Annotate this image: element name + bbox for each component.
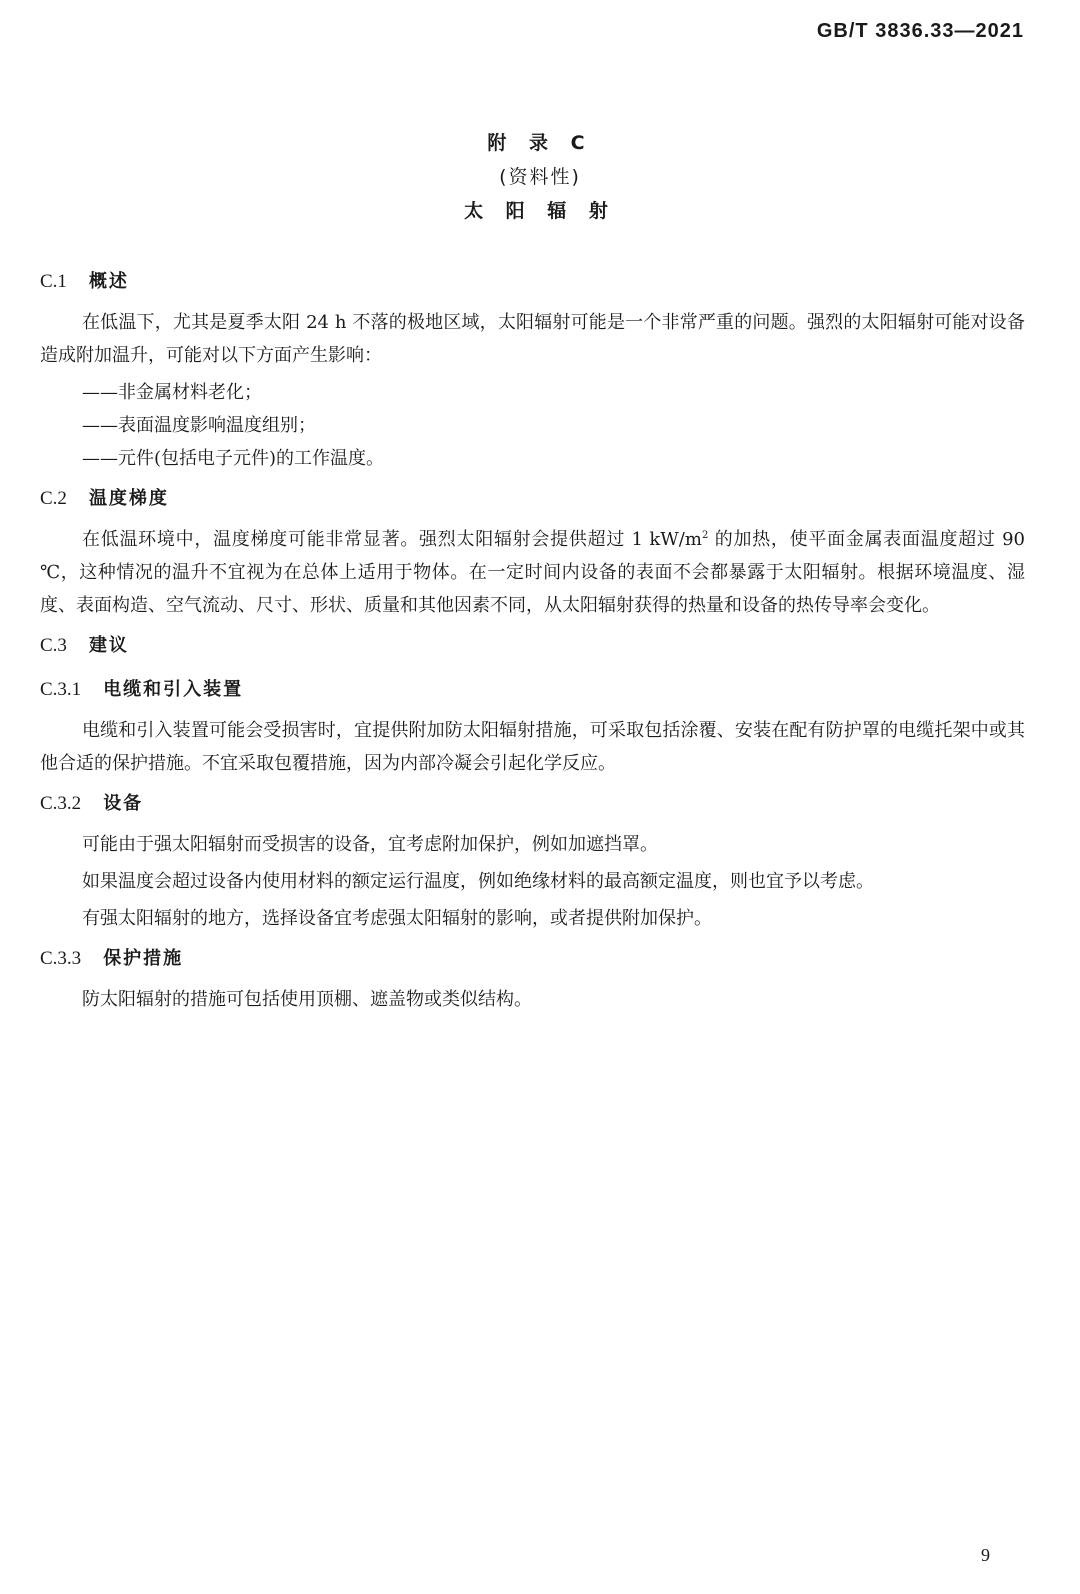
- section-c1-paragraph: 在低温下，尤其是夏季太阳 24 h 不落的极地区域，太阳辐射可能是一个非常严重的问题。强烈的太阳辐射可能对设备造成附加温升，可能对以下方面产生影响：: [40, 312, 1025, 366]
- section-number: C.2: [40, 488, 67, 509]
- section-c32-paragraph: 如果温度会超过设备内使用材料的额定运行温度，例如绝缘材料的最高额定温度，则也宜予以考虑。: [82, 871, 874, 892]
- appendix-nature: (资料性): [499, 166, 581, 188]
- list-item: ——元件(包括电子元件)的工作温度。: [82, 448, 385, 469]
- section-title: 保护措施: [103, 948, 184, 969]
- appendix-heading: [0, 126, 1080, 228]
- section-c31-heading: [40, 670, 1025, 710]
- page-number: 9: [981, 1545, 990, 1565]
- section-number: C.3: [40, 635, 67, 656]
- document-body: [40, 258, 1025, 1020]
- list-item: ——表面温度影响温度组别；: [82, 415, 316, 436]
- paragraph-text: 在低温环境中，温度梯度可能非常显著。强烈太阳辐射会提供超过 1 kW/m: [82, 529, 702, 550]
- section-number: C.3.3: [40, 948, 82, 969]
- section-c32-paragraph: 可能由于强太阳辐射而受损害的设备，宜考虑附加保护，例如加遮挡罩。: [82, 834, 658, 855]
- superscript: 2: [701, 530, 709, 541]
- section-c32-paragraph: 有强太阳辐射的地方，选择设备宜考虑强太阳辐射的影响，或者提供附加保护。: [82, 908, 712, 929]
- appendix-label: 附 录 C: [487, 132, 593, 154]
- section-c33-paragraph: 防太阳辐射的措施可包括使用顶棚、遮盖物或类似结构。: [82, 989, 532, 1010]
- section-c3-heading: [40, 626, 1025, 666]
- section-title: 电缆和引入装置: [103, 679, 244, 700]
- section-c1-heading: [40, 262, 1025, 302]
- section-number: C.3.2: [40, 793, 82, 814]
- paragraph-text: 的加热，使平面金属表面温度超过 90 ℃，这种情况的温升不宜视为在总体上适用于物体。在一定时间内设备的表面不会都暴露于太阳辐射。根据环境温度、湿度、表面构造、空气流动、尺寸、形状、质量和其他因素不同，从太阳辐射获得的热量和设备的热传导率会变化。: [40, 529, 1025, 616]
- section-number: C.3.1: [40, 679, 82, 700]
- list-item: ——非金属材料老化；: [82, 382, 262, 403]
- section-title: 概述: [88, 271, 129, 292]
- section-c2-paragraph: [40, 523, 1025, 622]
- section-title: 设备: [103, 793, 144, 814]
- standard-code: GB/T 3836.33—2021: [816, 20, 1024, 42]
- appendix-title: 太 阳 辐 射: [464, 200, 616, 222]
- section-c31-paragraph: 电缆和引入装置可能会受损害时，宜提供附加防太阳辐射措施，可采取包括涂覆、安装在配有防护罩的电缆托架中或其他合适的保护措施。不宜采取包覆措施，因为内部冷凝会引起化学反应。: [40, 720, 1025, 774]
- section-c32-heading: [40, 784, 1025, 824]
- section-c2-heading: [40, 479, 1025, 519]
- section-title: 温度梯度: [88, 488, 169, 509]
- section-c33-heading: [40, 939, 1025, 979]
- section-title: 建议: [88, 635, 129, 656]
- section-number: C.1: [40, 271, 67, 292]
